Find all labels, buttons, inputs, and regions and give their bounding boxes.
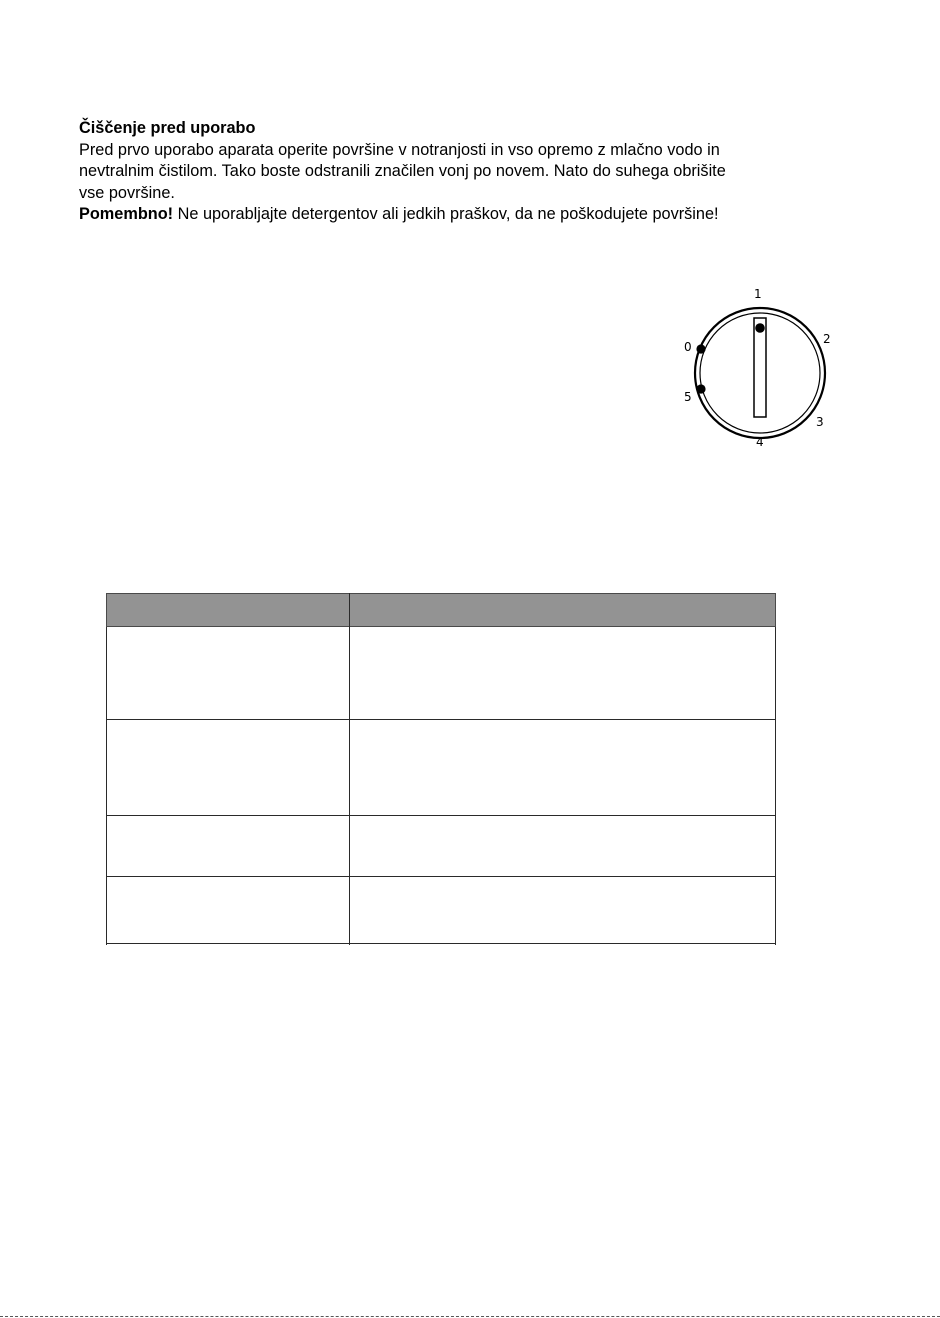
thermostat-dial [676, 282, 840, 450]
paragraph-line-3: vse površine. [79, 183, 175, 202]
important-label: Pomembno! [79, 205, 174, 223]
table-right-border [775, 627, 776, 945]
dial-indicator-dot [755, 323, 765, 333]
page-bottom-rule [0, 1316, 940, 1317]
thermostat-dial-graphic [676, 282, 840, 450]
table-row-divider-2 [106, 815, 776, 816]
dial-label-4: 4 [756, 435, 764, 449]
paragraph-line-2: nevtralnim čistilom. Tako boste odstranili značilen vonj po novem. Nato do suhega obrišite [79, 162, 726, 180]
important-note [79, 204, 839, 226]
paragraph-line-1: Pred prvo uporabo aparata operite površine v notranjosti in vso opremo z mlačno vodo in [79, 140, 720, 159]
cleaning-section [79, 118, 839, 226]
table-bottom-border [106, 943, 776, 944]
dial-label-3: 3 [816, 415, 824, 429]
dial-mark-5-dot [696, 384, 705, 393]
table-header [106, 593, 776, 627]
dial-mark-0-dot [696, 344, 705, 353]
section-heading: Čiščenje pred uporabo [79, 119, 256, 137]
table-row-divider-1 [106, 719, 776, 720]
dial-knob-bar [754, 318, 766, 417]
table-row-divider-3 [106, 876, 776, 877]
dial-label-2: 2 [823, 332, 831, 346]
table-column-divider [349, 593, 350, 945]
important-text: Ne uporabljajte detergentov ali jedkih praškov, da ne poškodujete površine! [173, 205, 719, 223]
info-table [106, 593, 776, 945]
dial-label-5: 5 [684, 390, 692, 404]
dial-label-0: 0 [684, 340, 692, 354]
dial-label-1: 1 [754, 287, 762, 301]
table-left-border [106, 627, 107, 945]
